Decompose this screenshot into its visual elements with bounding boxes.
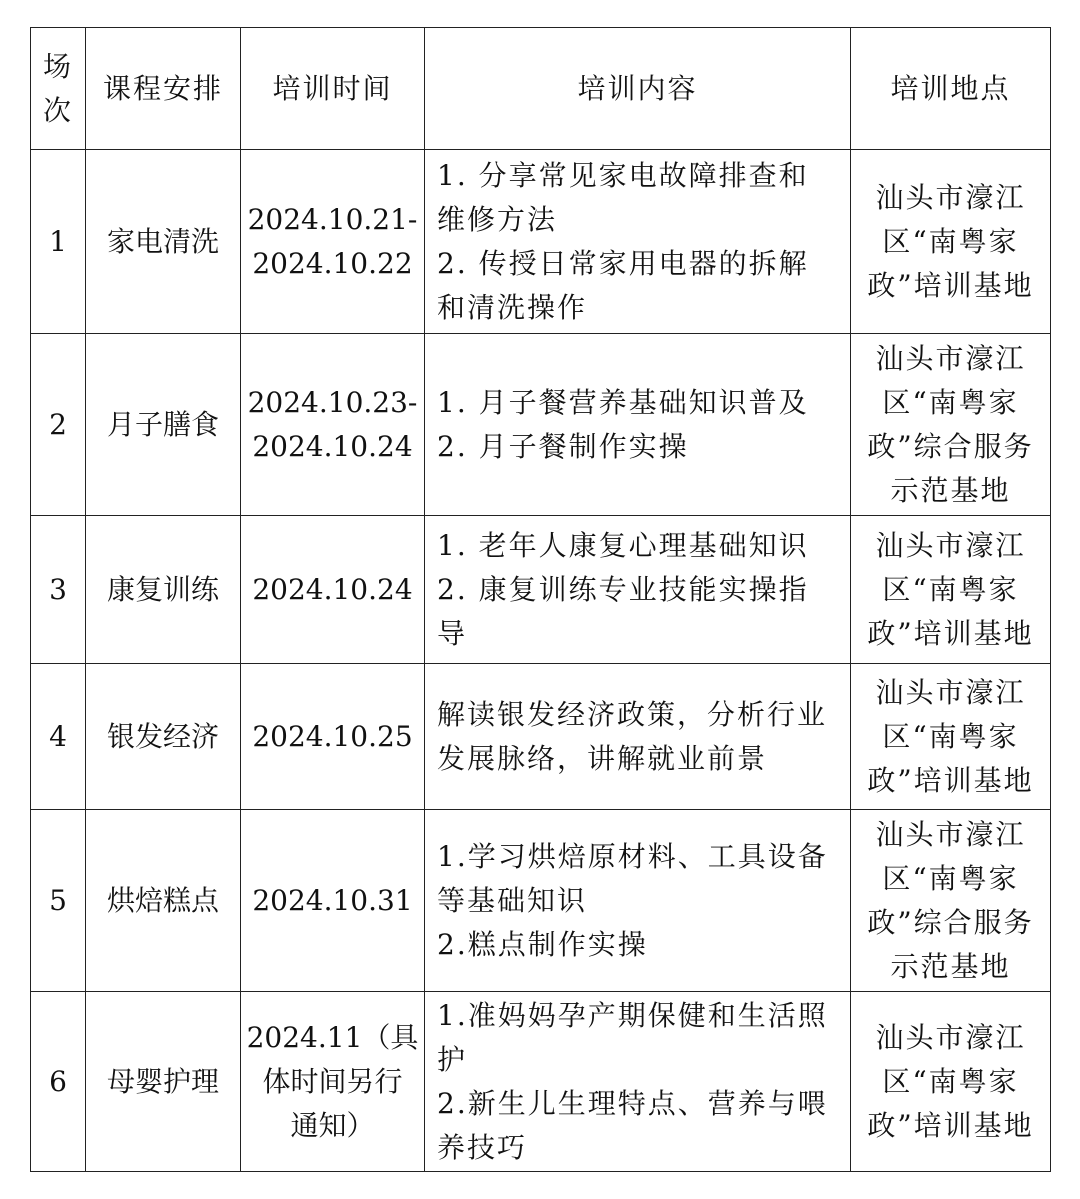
training-time: 2024.10.24: [241, 516, 425, 664]
table-row: [31, 150, 1051, 334]
session-number: 3: [31, 516, 86, 664]
course-name: 母婴护理: [86, 992, 241, 1172]
course-name: 银发经济: [86, 664, 241, 810]
table-row: [31, 992, 1051, 1172]
table-header-row: [31, 28, 1051, 150]
course-name: 月子膳食: [86, 334, 241, 516]
session-number: 1: [31, 150, 86, 334]
course-name: 家电清洗: [86, 150, 241, 334]
training-time: 2024.10.23- 2024.10.24: [241, 334, 425, 516]
training-content: 1.学习烘焙原材料、工具设备 等基础知识 2.糕点制作实操: [425, 810, 851, 992]
header-session: [31, 28, 86, 150]
course-name: 烘焙糕点: [86, 810, 241, 992]
session-number: 5: [31, 810, 86, 992]
training-schedule-table: [30, 27, 1051, 1172]
table-row: [31, 516, 1051, 664]
training-time: 2024.10.21- 2024.10.22: [241, 150, 425, 334]
training-time: 2024.11（具 体时间另行 通知）: [241, 992, 425, 1172]
table-row: [31, 334, 1051, 516]
course-name: 康复训练: [86, 516, 241, 664]
header-content: 培训内容: [425, 28, 851, 150]
training-location: 汕头市濠江 区“南粤家 政”培训基地: [851, 992, 1051, 1172]
training-content: 1. 月子餐营养基础知识普及 2. 月子餐制作实操: [425, 334, 851, 516]
training-location: 汕头市濠江 区“南粤家 政”培训基地: [851, 150, 1051, 334]
training-time: 2024.10.31: [241, 810, 425, 992]
header-location: 培训地点: [851, 28, 1051, 150]
training-location: 汕头市濠江 区“南粤家 政”综合服务 示范基地: [851, 810, 1051, 992]
table-row: [31, 664, 1051, 810]
training-content: 1. 老年人康复心理基础知识 2. 康复训练专业技能实操指 导: [425, 516, 851, 664]
session-number: 4: [31, 664, 86, 810]
session-number: 2: [31, 334, 86, 516]
table-row: [31, 810, 1051, 992]
training-location: 汕头市濠江 区“南粤家 政”培训基地: [851, 664, 1051, 810]
training-location: 汕头市濠江 区“南粤家 政”综合服务 示范基地: [851, 334, 1051, 516]
training-content: 1. 分享常见家电故障排查和 维修方法 2. 传授日常家用电器的拆解 和清洗操作: [425, 150, 851, 334]
training-content: 解读银发经济政策，分析行业 发展脉络，讲解就业前景: [425, 664, 851, 810]
header-session-label: 场次: [43, 49, 74, 127]
training-location: 汕头市濠江 区“南粤家 政”培训基地: [851, 516, 1051, 664]
training-time: 2024.10.25: [241, 664, 425, 810]
header-course: 课程安排: [86, 28, 241, 150]
session-number: 6: [31, 992, 86, 1172]
header-time: 培训时间: [241, 28, 425, 150]
training-content: 1.准妈妈孕产期保健和生活照 护 2.新生儿生理特点、营养与喂 养技巧: [425, 992, 851, 1172]
